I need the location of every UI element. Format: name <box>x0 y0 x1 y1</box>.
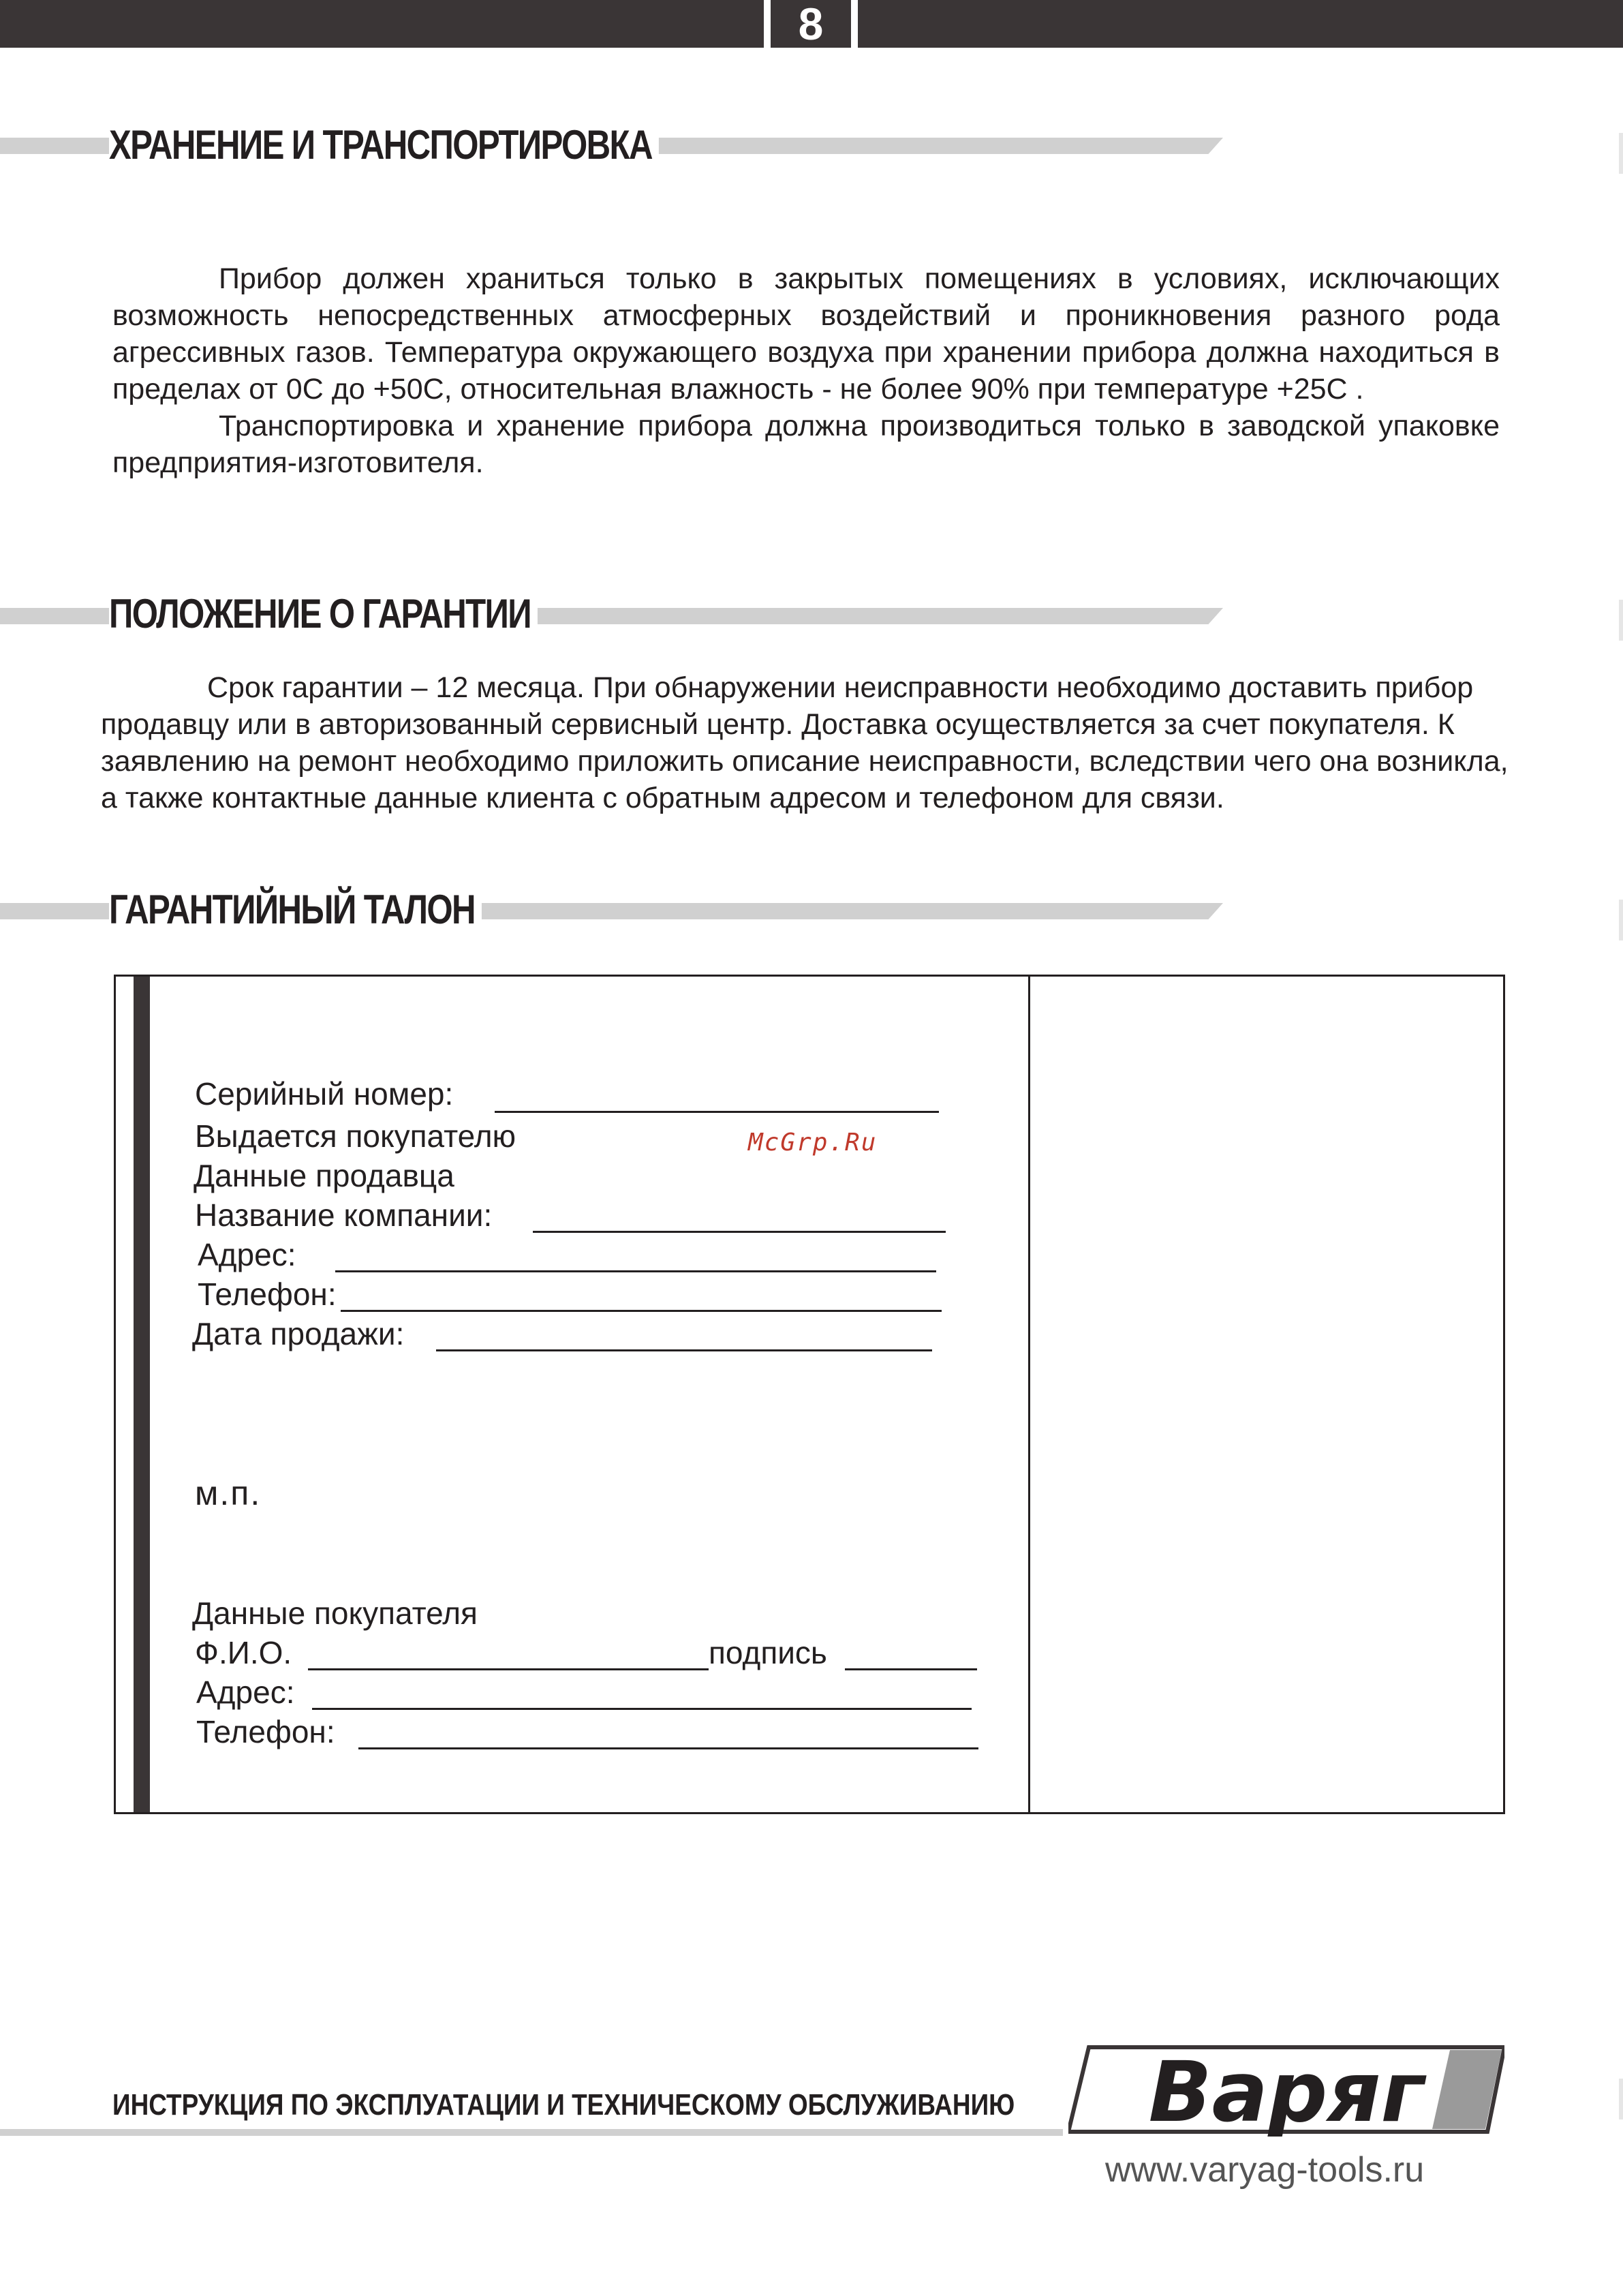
buyer-phone-line[interactable] <box>358 1747 978 1749</box>
edge-mark <box>1619 900 1623 940</box>
fio-line[interactable] <box>308 1668 709 1670</box>
company-line[interactable] <box>533 1231 946 1233</box>
seller-address-line[interactable] <box>335 1270 936 1272</box>
serial-label: Серийный номер: <box>195 1076 454 1112</box>
storage-paragraph-1: Прибор должен храниться только в закрытых помещениях в условиях, исключающих возможность непосредственных атмосферных воздействий и проникновения разного рода агрессивных газов. Температура окружающего воздуха при хранении прибора должна находиться в пределах от 0С до +50С, относительная влажность - не более 90% при температуре +25С . <box>112 262 1500 405</box>
page-number: 8 <box>764 0 858 48</box>
storage-title: ХРАНЕНИЕ И ТРАНСПОРТИРОВКА <box>109 121 659 168</box>
edge-mark <box>1619 2079 1623 2119</box>
signature-label: подпись <box>709 1635 827 1670</box>
seller-address-label: Адрес: <box>198 1237 296 1272</box>
footer-line <box>0 2129 1063 2136</box>
watermark: McGrp.Ru <box>748 1129 878 1157</box>
buyer-phone-label: Телефон: <box>196 1714 335 1749</box>
storage-paragraph-2: Транспортировка и хранение прибора должна производиться только в заводской упаковке предприятия-изготовителя. <box>112 410 1500 479</box>
buyer-address-line[interactable] <box>312 1708 972 1710</box>
edge-mark <box>1619 600 1623 641</box>
stamp-label: м.п. <box>195 1474 262 1512</box>
buyer-header: Данные покупателя <box>192 1595 478 1631</box>
coupon-title: ГАРАНТИЙНЫЙ ТАЛОН <box>109 886 482 933</box>
company-label: Название компании: <box>195 1197 493 1233</box>
warranty-paragraph: Срок гарантии – 12 месяца. При обнаружении неисправности необходимо доставить прибор продавцу или в авторизованный сервисный центр. Доставка осуществляется за счет покупателя. К заявлению на ремонт необходимо приложить описание неисправности, вследствии чего она возникла, а также контактные данные клиента с обратным адресом и телефоном для связи. <box>101 671 1509 814</box>
storage-text <box>112 260 1500 481</box>
brand-logo-graphic <box>1068 2045 1504 2137</box>
coupon-divider <box>1028 977 1030 1812</box>
warranty-title: ПОЛОЖЕНИЕ О ГАРАНТИИ <box>109 590 538 637</box>
seller-header: Данные продавца <box>194 1158 454 1193</box>
fio-label: Ф.И.О. <box>195 1635 292 1670</box>
warranty-text <box>101 669 1511 816</box>
serial-number-line[interactable] <box>495 1111 939 1113</box>
seller-phone-line[interactable] <box>341 1310 942 1312</box>
website-link[interactable]: www.varyag-tools.ru <box>1105 2150 1425 2190</box>
manual-title: ИНСТРУКЦИЯ ПО ЭКСПЛУАТАЦИИ И ТЕХНИЧЕСКОМУ ОБСЛУЖИВАНИЮ <box>112 2088 1015 2122</box>
signature-line[interactable] <box>845 1668 977 1670</box>
edge-mark <box>1619 133 1623 174</box>
sale-date-line[interactable] <box>436 1349 932 1351</box>
seller-phone-label: Телефон: <box>198 1276 337 1312</box>
sale-date-label: Дата продажи: <box>192 1316 405 1351</box>
buyer-address-label: Адрес: <box>196 1674 295 1710</box>
coupon-stripe <box>134 977 150 1812</box>
logo-text: Варяг <box>1148 2045 1425 2137</box>
issued-label: Выдается покупателю <box>195 1118 516 1154</box>
brand-logo <box>1068 2045 1504 2137</box>
